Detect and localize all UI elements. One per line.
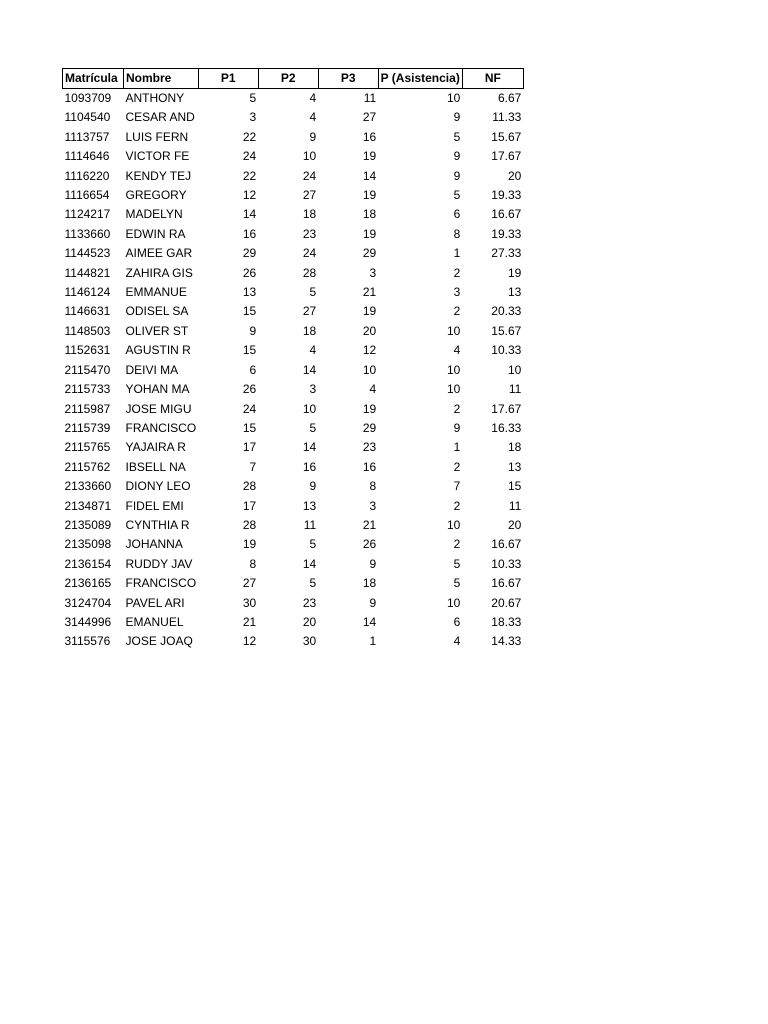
cell-asistencia: 10 [446,517,461,532]
cell-nombre: FRANCISCO [125,576,197,591]
cell-nf: 14.33 [491,634,522,649]
cell-matricula: 1104540 [64,110,111,125]
cell-p1: 8 [249,556,257,571]
cell-p3: 27 [362,110,377,125]
cell-p2: 9 [309,129,317,144]
table-row [63,264,524,283]
cell-matricula: 3144996 [64,614,112,629]
cell-p2: 18 [302,323,317,338]
cell-nombre: CESAR AND [125,110,195,125]
cell-p3: 4 [369,382,377,397]
cell-nf: 15.67 [491,129,522,144]
cell-p3: 19 [362,188,377,203]
cell-matricula: 1116220 [64,168,110,183]
cell-p3: 12 [362,343,377,358]
cell-p2: 10 [302,149,317,164]
cell-nf: 17.67 [491,401,522,416]
cell-p1: 12 [242,188,257,203]
cell-nombre: JOSE JOAQ [125,634,193,649]
cell-p3: 3 [369,498,377,513]
cell-p2: 5 [309,537,317,552]
cell-asistencia: 4 [453,634,461,649]
cell-nf: 11 [508,498,522,513]
cell-nombre: MADELYN [125,207,183,222]
cell-p1: 17 [242,498,257,513]
cell-p3: 29 [362,246,377,261]
cell-p1: 7 [249,459,257,474]
cell-p1: 3 [249,110,257,125]
cell-nf: 18 [507,440,522,455]
cell-p1: 22 [242,168,257,183]
table-row [63,438,524,457]
cell-p2: 5 [309,576,317,591]
cell-nf: 13 [507,285,522,300]
cell-p3: 9 [369,595,377,610]
cell-p3: 8 [369,479,377,494]
table-row [63,322,524,341]
cell-matricula: 2115739 [64,420,111,435]
cell-p3: 19 [362,304,377,319]
cell-p2: 11 [303,517,317,532]
cell-p1: 13 [242,285,257,300]
cell-matricula: 1113757 [64,129,110,144]
cell-p2: 13 [302,498,317,513]
cell-p1: 5 [249,91,257,105]
cell-p2: 14 [302,556,317,571]
cell-nf: 16.67 [491,537,522,552]
cell-p1: 21 [242,614,257,629]
table-row [63,89,524,109]
cell-asistencia: 1 [453,246,461,261]
cell-nf: 19.33 [491,188,522,203]
cell-asistencia: 6 [453,614,461,629]
cell-p3: 19 [362,149,377,164]
cell-nf: 18.33 [491,614,522,629]
cell-p2: 23 [302,226,317,241]
cell-p1: 6 [249,362,257,377]
cell-nombre: FIDEL EMI [125,498,184,513]
table-row [63,108,524,127]
cell-p2: 5 [309,420,317,435]
cell-asistencia: 9 [453,420,461,435]
cell-p2: 30 [302,634,317,649]
cell-matricula: 1144821 [64,265,111,280]
cell-nf: 20 [507,168,522,183]
table-row [63,632,524,651]
cell-matricula: 1146124 [64,285,111,300]
cell-p1: 28 [242,517,257,532]
cell-p1: 26 [242,265,257,280]
table-row [63,574,524,593]
cell-matricula: 1114646 [64,149,110,164]
cell-nombre: GREGORY [125,188,187,203]
cell-nf: 13 [507,459,522,474]
cell-nf: 10 [507,362,522,377]
table-row [63,147,524,166]
cell-matricula: 2133660 [64,479,112,494]
cell-nf: 16.67 [491,576,522,591]
cell-p2: 4 [309,343,317,358]
cell-p2: 3 [309,382,317,397]
cell-p3: 29 [362,420,377,435]
cell-nombre: AGUSTIN R [125,343,191,358]
cell-nombre: DEIVI MA [125,362,179,377]
cell-p3: 9 [369,556,377,571]
header-nf: NF [462,69,523,89]
cell-p1: 16 [242,226,257,241]
cell-p3: 16 [362,129,377,144]
cell-matricula: 1093709 [64,91,112,105]
cell-nombre: VICTOR FE [125,149,190,164]
table-row [63,458,524,477]
cell-p3: 1 [369,634,377,649]
header-p3: P3 [318,69,378,89]
cell-asistencia: 3 [453,285,461,300]
header-p1: P1 [198,69,258,89]
cell-nombre: LUIS FERN [125,129,189,144]
header-nombre: Nombre [124,69,199,89]
cell-p3: 21 [362,517,377,532]
cell-nombre: IBSELL NA [125,459,186,474]
grades-sheet [62,68,524,652]
table-row [63,497,524,516]
cell-asistencia: 10 [446,362,461,377]
cell-matricula: 2135098 [64,537,112,552]
cell-nombre: CYNTHIA R [125,517,190,532]
cell-nombre: YAJAIRA R [125,440,186,455]
cell-p3: 26 [362,537,377,552]
header-p2: P2 [258,69,318,89]
cell-p2: 10 [302,401,317,416]
cell-p2: 18 [302,207,317,222]
cell-nombre: FRANCISCO [125,420,197,435]
cell-nombre: RUDDY JAV [125,556,193,571]
cell-nombre: PAVEL ARI [125,595,185,610]
cell-p2: 5 [309,285,317,300]
cell-p3: 18 [362,576,377,591]
cell-asistencia: 9 [453,149,461,164]
cell-asistencia: 4 [453,343,461,358]
cell-matricula: 2115470 [64,362,111,377]
cell-matricula: 2134871 [64,498,112,513]
cell-nombre: OLIVER ST [125,323,189,338]
cell-matricula: 2136165 [64,576,112,591]
cell-matricula: 2115733 [64,382,111,397]
cell-asistencia: 2 [453,498,461,513]
table-row [63,244,524,263]
cell-matricula: 1133660 [64,226,111,241]
cell-matricula: 1152631 [64,343,111,358]
table-row [63,613,524,632]
table-row [63,205,524,224]
cell-nf: 16.33 [491,420,522,435]
cell-p2: 9 [309,479,317,494]
cell-p1: 24 [242,401,257,416]
cell-nf: 17.67 [491,149,522,164]
cell-p1: 27 [242,576,257,591]
table-row [63,302,524,321]
cell-nombre: ODISEL SA [125,304,189,319]
cell-nf: 19 [507,265,522,280]
table-row [63,477,524,496]
cell-nf: 6.67 [497,91,522,105]
table-row [63,283,524,302]
table-row [63,594,524,613]
cell-p1: 24 [242,149,257,164]
cell-asistencia: 10 [446,382,461,397]
cell-matricula: 2136154 [64,556,112,571]
cell-nf: 19.33 [491,226,522,241]
cell-p1: 28 [242,479,257,494]
cell-matricula: 2115987 [64,401,111,416]
table-row [63,186,524,205]
cell-p1: 15 [242,343,257,358]
cell-p1: 19 [242,537,257,552]
cell-matricula: 1124217 [64,207,111,222]
cell-matricula: 2115765 [64,440,111,455]
cell-nombre: AIMEE GAR [125,246,193,261]
cell-p3: 14 [362,614,377,629]
cell-p3: 16 [362,459,377,474]
cell-matricula: 3124704 [64,595,112,610]
cell-p2: 24 [302,168,317,183]
table-row [63,535,524,554]
cell-asistencia: 10 [446,323,461,338]
cell-p2: 27 [302,304,317,319]
header-matricula: Matrícula [63,69,124,89]
table-row [63,167,524,186]
cell-matricula: 1144523 [64,246,111,261]
cell-p1: 15 [242,420,257,435]
grades-table [62,68,524,652]
cell-nombre: ZAHIRA GIS [125,265,193,280]
cell-matricula: 1116654 [64,188,110,203]
table-row [63,341,524,360]
table-row [63,400,524,419]
table-row [63,555,524,574]
cell-nf: 11 [508,382,522,397]
cell-p2: 28 [302,265,317,280]
cell-p3: 3 [369,265,377,280]
cell-nf: 20.33 [491,304,522,319]
grades-body [63,89,524,652]
cell-nombre: EDWIN RA [125,226,186,241]
cell-asistencia: 7 [453,479,461,494]
cell-p3: 10 [362,362,377,377]
cell-p3: 11 [363,91,377,105]
table-row [63,516,524,535]
cell-p2: 4 [309,91,317,105]
table-row [63,128,524,147]
cell-p1: 30 [242,595,257,610]
cell-nombre: JOSE MIGU [125,401,192,416]
cell-asistencia: 10 [446,91,461,105]
cell-p3: 20 [362,323,377,338]
cell-p2: 16 [302,459,317,474]
cell-nf: 10.33 [491,556,522,571]
cell-asistencia: 2 [453,401,461,416]
table-row [63,380,524,399]
cell-asistencia: 5 [453,556,461,571]
cell-asistencia: 5 [453,576,461,591]
cell-nombre: EMANUEL [125,614,184,629]
cell-nombre: ANTHONY [125,91,185,105]
cell-matricula: 3115576 [64,634,111,649]
cell-asistencia: 5 [453,129,461,144]
cell-p2: 27 [302,188,317,203]
cell-p1: 14 [242,207,257,222]
cell-asistencia: 2 [453,265,461,280]
table-row [63,225,524,244]
cell-nf: 27.33 [491,246,522,261]
cell-p3: 19 [362,401,377,416]
cell-p1: 12 [242,634,257,649]
cell-matricula: 1146631 [64,304,111,319]
cell-p2: 20 [302,614,317,629]
header-row [63,69,524,89]
cell-p3: 23 [362,440,377,455]
cell-asistencia: 9 [453,110,461,125]
cell-nombre: DIONY LEO [125,479,191,494]
cell-matricula: 2115762 [64,459,111,474]
cell-asistencia: 2 [453,459,461,474]
cell-p2: 23 [302,595,317,610]
cell-p1: 26 [242,382,257,397]
cell-p2: 14 [302,440,317,455]
cell-asistencia: 2 [453,304,461,319]
cell-asistencia: 6 [453,207,461,222]
cell-asistencia: 5 [453,188,461,203]
cell-nombre: JOHANNA [125,537,183,552]
cell-nf: 16.67 [491,207,522,222]
cell-p2: 14 [302,362,317,377]
cell-p3: 14 [362,168,377,183]
cell-asistencia: 9 [453,168,461,183]
cell-nombre: KENDY TEJ [125,168,192,183]
table-row [63,361,524,380]
cell-p3: 19 [362,226,377,241]
cell-asistencia: 10 [446,595,461,610]
cell-nf: 20 [507,517,522,532]
cell-nf: 11.33 [492,110,522,125]
cell-nf: 15 [507,479,522,494]
cell-nf: 15.67 [491,323,522,338]
cell-nf: 10.33 [491,343,522,358]
cell-p2: 4 [309,110,317,125]
cell-p3: 21 [362,285,377,300]
table-row [63,419,524,438]
cell-p1: 9 [249,323,257,338]
cell-matricula: 1148503 [64,323,111,338]
cell-matricula: 2135089 [64,517,112,532]
cell-p2: 24 [302,246,317,261]
cell-p1: 15 [242,304,257,319]
cell-p3: 18 [362,207,377,222]
cell-asistencia: 2 [453,537,461,552]
cell-p1: 29 [242,246,257,261]
cell-p1: 22 [242,129,257,144]
cell-p1: 17 [242,440,257,455]
cell-nf: 20.67 [491,595,522,610]
cell-nombre: EMMANUE [125,285,187,300]
cell-asistencia: 1 [453,440,461,455]
cell-asistencia: 8 [453,226,461,241]
header-asistencia: P (Asistencia) [378,69,462,89]
cell-nombre: YOHAN MA [125,382,190,397]
